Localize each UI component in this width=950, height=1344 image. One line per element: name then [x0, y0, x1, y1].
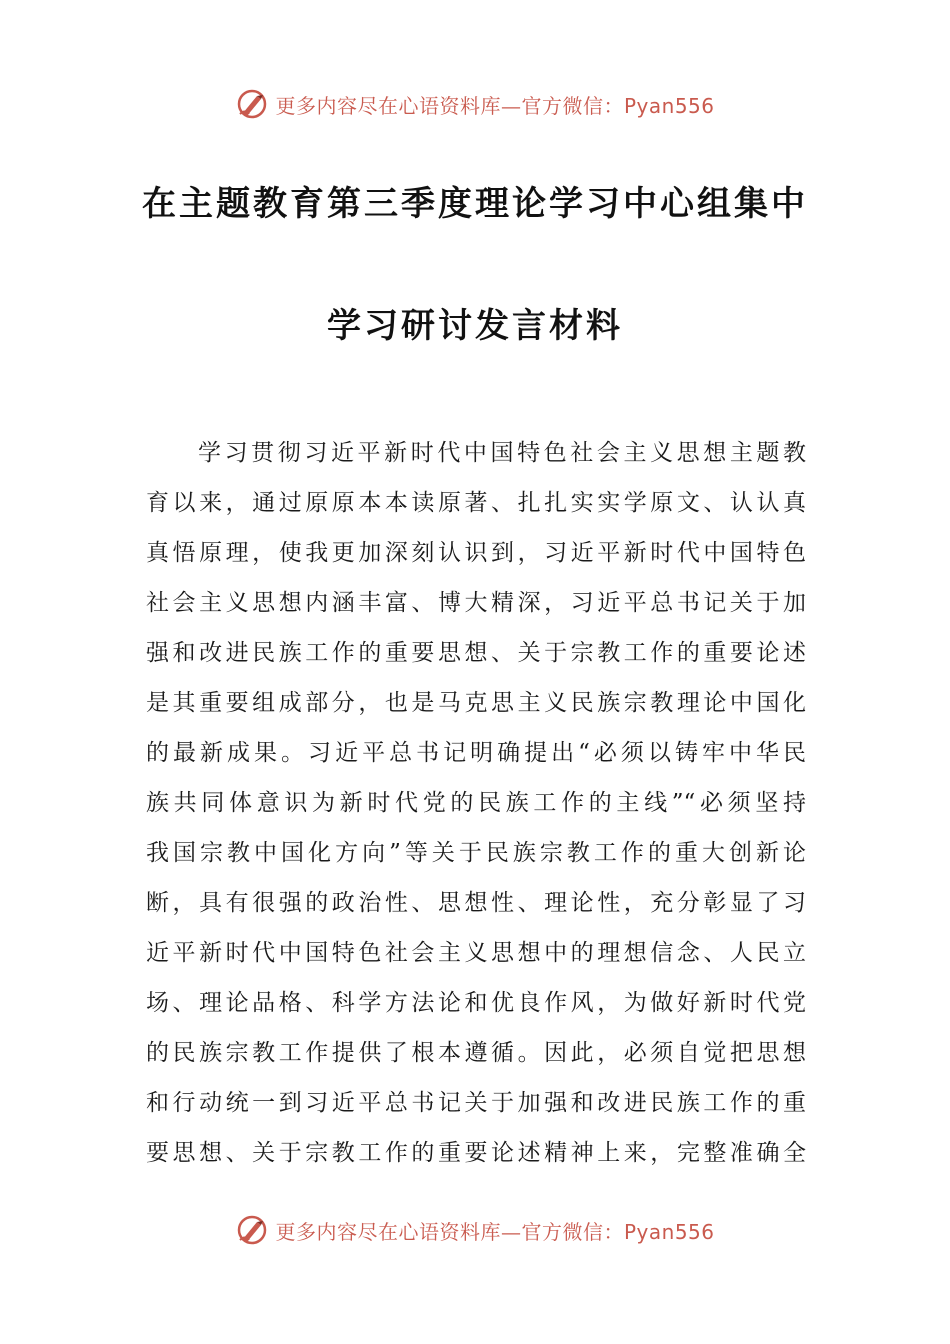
body-line: 是其重要组成部分，也是马克思主义民族宗教理论中国化 — [146, 690, 806, 716]
body-line: 社会主义思想内涵丰富、博大精深，习近平总书记关于加 — [146, 590, 806, 616]
body-line: 场、理论品格、科学方法论和优良作风，为做好新时代党 — [146, 990, 806, 1016]
body-paragraph — [146, 428, 806, 1178]
body-line: 断，具有很强的政治性、思想性、理论性，充分彰显了习 — [146, 890, 806, 916]
body-line: 育以来，通过原原本本读原著、扎扎实实学原文、认认真 — [146, 490, 806, 516]
document-title-line-1: 在主题教育第三季度理论学习中心组集中 — [142, 184, 808, 224]
banner-text — [275, 1216, 714, 1245]
banner-text — [275, 90, 714, 119]
body-line: 的最新成果。习近平总书记明确提出“必须以铸牢中华民 — [146, 740, 806, 766]
banner-label: 更多内容尽在心语资料库—官方微信： — [275, 1219, 624, 1244]
banner-label: 更多内容尽在心语资料库—官方微信： — [275, 93, 624, 118]
body-line: 近平新时代中国特色社会主义思想中的理想信念、人民立 — [146, 940, 806, 966]
header-banner — [0, 84, 950, 124]
body-line: 我国宗教中国化方向”等关于民族宗教工作的重大创新论 — [146, 840, 806, 866]
body-line: 学习贯彻习近平新时代中国特色社会主义思想主题教 — [198, 440, 806, 466]
body-line: 族共同体意识为新时代党的民族工作的主线”“必须坚持 — [146, 790, 806, 816]
body-line: 和行动统一到习近平总书记关于加强和改进民族工作的重 — [146, 1090, 806, 1116]
body-line: 真悟原理，使我更加深刻认识到，习近平新时代中国特色 — [146, 540, 806, 566]
body-line: 要思想、关于宗教工作的重要论述精神上来，完整准确全 — [146, 1140, 806, 1166]
pen-circle-logo-icon — [235, 87, 269, 121]
pen-circle-logo-icon — [235, 1213, 269, 1247]
document-title-line-2: 学习研讨发言材料 — [327, 306, 623, 346]
body-line: 的民族宗教工作提供了根本遵循。因此，必须自觉把思想 — [146, 1040, 806, 1066]
banner-handle: Pyan556 — [623, 93, 715, 118]
banner-handle: Pyan556 — [623, 1219, 715, 1244]
footer-banner — [0, 1210, 950, 1250]
body-line: 强和改进民族工作的重要思想、关于宗教工作的重要论述 — [146, 640, 806, 666]
